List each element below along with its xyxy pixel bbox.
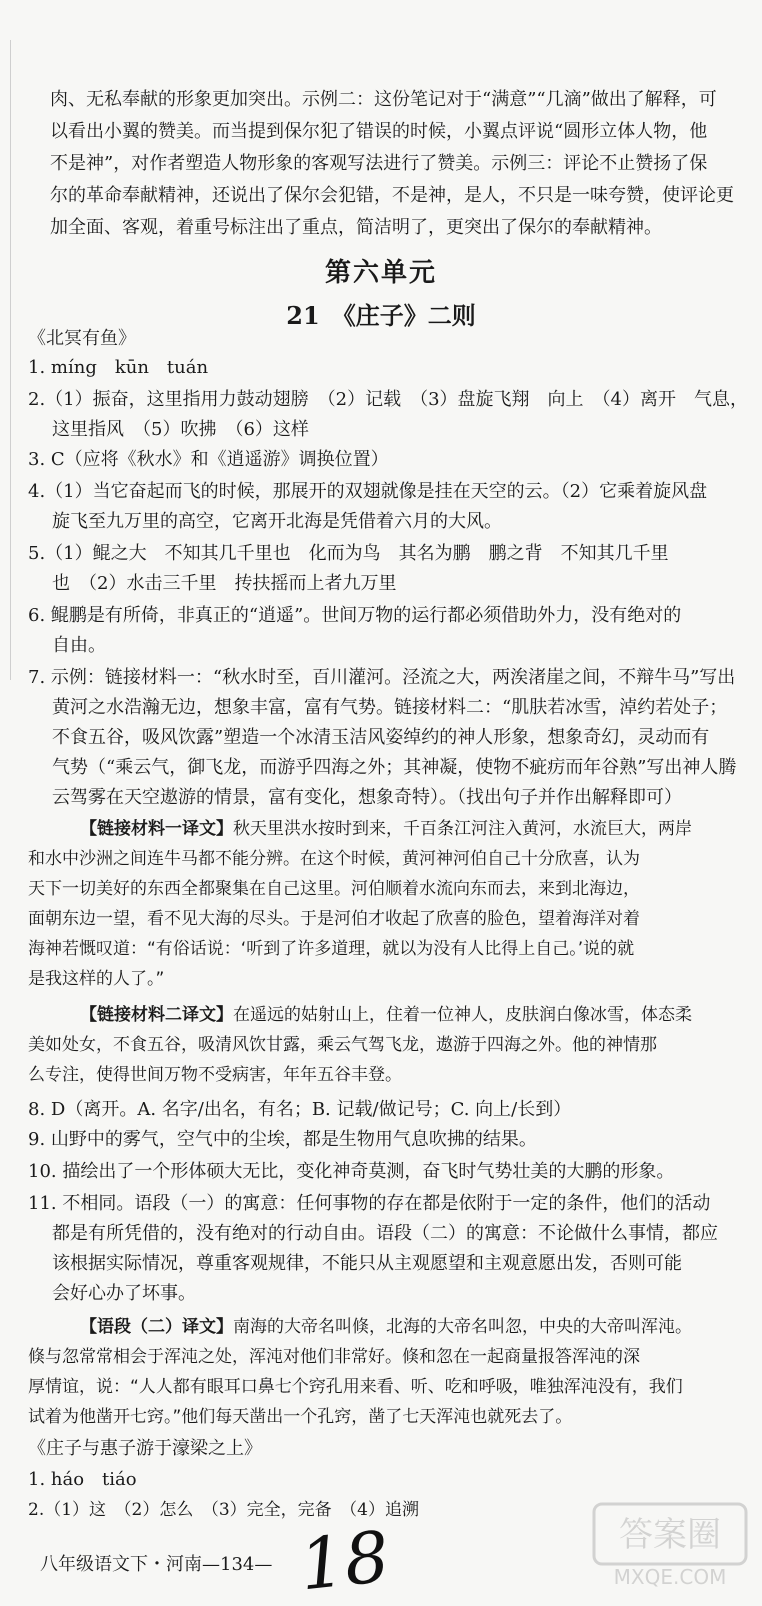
answer-line: 1. háo tiáo bbox=[28, 1469, 137, 1490]
translation-text: 秋天里洪水按时到来，千百条江河注入黄河，水流巨大，两岸 bbox=[233, 819, 692, 839]
svg-text:MXQE.COM: MXQE.COM bbox=[613, 1565, 727, 1589]
handwritten-page-number: 18 bbox=[295, 1515, 394, 1606]
answer-line: 4.（1）当它奋起而飞的时候，那展开的双翅就像是挂在天空的云。（2）它乘着旋风盘 bbox=[28, 481, 708, 502]
answer-line: 自由。 bbox=[52, 635, 106, 656]
translation-line: 面朝东边一望，看不见大海的尽头。于是河伯才收起了欣喜的脸色，望着海洋对着 bbox=[28, 909, 640, 929]
answer-line: 都是有所凭借的，没有绝对的行动自由。语段（二）的寓意：不论做什么事情，都应 bbox=[52, 1223, 718, 1244]
answer-line: 该根据实际情况，尊重客观规律，不能只从主观愿望和主观意愿出发，否则可能 bbox=[52, 1253, 682, 1274]
answer-line: 不食五谷，吸风饮露”塑造一个冰清玉洁风姿绰约的神人形象，想象奇幻，灵动而有 bbox=[52, 727, 710, 748]
translation-line: 天下一切美好的东西全都聚集在自己这里。河伯顺着水流向东而去，来到北海边， bbox=[28, 879, 640, 899]
section-title: 《庄子与惠子游于濠梁之上》 bbox=[28, 1438, 262, 1459]
translation-line: 美如处女，不食五谷，吸清风饮甘露，乘云气驾飞龙，遨游于四海之外。他的神情那 bbox=[28, 1035, 657, 1055]
answer-line: 10. 描绘出了一个形体硕大无比，变化神奇莫测，奋飞时气势壮美的大鹏的形象。 bbox=[28, 1161, 675, 1182]
translation-line: 倏与忽常常相会于浑沌之处，浑沌对他们非常好。倏和忽在一起商量报答浑沌的深 bbox=[28, 1347, 640, 1367]
answer-line: 气势（“乘云气，御飞龙，而游乎四海之外；其神凝，使物不疵疠而年谷熟”写出神人腾 bbox=[52, 757, 737, 778]
translation-text: 南海的大帝名叫倏，北海的大帝名叫忽，中央的大帝叫浑沌。 bbox=[233, 1317, 692, 1337]
translation-label: 【链接材料二译文】 bbox=[80, 1005, 233, 1025]
translation-line: 么专注，使得世间万物不受病害，年年五谷丰登。 bbox=[28, 1065, 402, 1085]
answer-line: 也 （2）水击三千里 抟扶摇而上者九万里 bbox=[52, 573, 397, 594]
translation-line bbox=[52, 1000, 742, 1030]
answer-line: 8. D（离开。A. 名字/出名，有名；B. 记载/做记号；C. 向上/长到） bbox=[28, 1099, 572, 1120]
translation-label: 【语段（二）译文】 bbox=[80, 1317, 233, 1337]
text-line: 不是神”，对作者塑造人物形象的客观写法进行了赞美。示例三：评论不止赞扬了保 bbox=[50, 153, 708, 174]
translation-line bbox=[52, 1312, 742, 1342]
answer-line: 6. 鲲鹏是有所倚，非真正的“逍遥”。世间万物的运行都必须借助外力，没有绝对的 bbox=[28, 605, 682, 626]
answer-line: 这里指风 （5）吹拂 （6）这样 bbox=[52, 419, 309, 440]
text-line: 加全面、客观，着重号标注出了重点，简洁明了，更突出了保尔的奉献精神。 bbox=[50, 217, 662, 238]
answer-line: 1. míng kūn tuán bbox=[28, 357, 209, 378]
answer-line: 3. C（应将《秋水》和《逍遥游》调换位置） bbox=[28, 449, 389, 470]
answer-line: 会好心办了坏事。 bbox=[52, 1283, 196, 1304]
answer-line: 11. 不相同。语段（一）的寓意：任何事物的存在都是依附于一定的条件，他们的活动 bbox=[28, 1193, 711, 1214]
answer-line: 2.（1）这 （2）怎么 （3）完全，完备 （4）追溯 bbox=[28, 1500, 419, 1520]
answer-line: 云驾雾在天空遨游的情景，富有变化，想象奇特）。（找出句子并作出解释即可） bbox=[52, 787, 682, 808]
section-title: 《北冥有鱼》 bbox=[28, 328, 136, 349]
answer-line: 9. 山野中的雾气，空气中的尘埃，都是生物用气息吹拂的结果。 bbox=[28, 1129, 537, 1150]
margin-line bbox=[10, 40, 11, 680]
translation-line: 海神若慨叹道：“有俗话说：‘听到了许多道理，就以为没有人比得上自己。’说的就 bbox=[28, 939, 635, 959]
answer-line: 旋飞至九万里的高空，它离开北海是凭借着六月的大风。 bbox=[52, 511, 502, 532]
lesson-title: 21 《庄子》二则 bbox=[286, 301, 476, 330]
answer-line: 黄河之水浩瀚无边，想象丰富，富有气势。链接材料二：“肌肤若冰雪，淖约若处子； bbox=[52, 697, 728, 718]
translation-line: 厚情谊，说：“人人都有眼耳口鼻七个窍孔用来看、听、吃和呼吸，唯独浑沌没有，我们 bbox=[28, 1377, 683, 1397]
text-line: 尔的革命奉献精神，还说出了保尔会犯错，不是神，是人，不只是一味夸赞，使评论更 bbox=[50, 185, 734, 206]
translation-line: 是我这样的人了。” bbox=[28, 969, 165, 989]
text-line: 肉、无私奉献的形象更加突出。示例二：这份笔记对于“满意”“几滴”做出了解释，可 bbox=[50, 89, 717, 110]
answer-line: 2.（1）振奋，这里指用力鼓动翅膀 （2）记载 （3）盘旋飞翔 向上 （4）离开 气息， bbox=[28, 389, 748, 410]
watermark-logo bbox=[590, 1500, 750, 1590]
page-footer: 八年级语文下・河南—134— bbox=[40, 1554, 273, 1575]
translation-line: 试着为他凿开七窍。”他们每天凿出一个孔窍，凿了七天浑沌也就死去了。 bbox=[28, 1407, 573, 1427]
text-line: 以看出小翼的赞美。而当提到保尔犯了错误的时候，小翼点评说“圆形立体人物，他 bbox=[50, 121, 708, 142]
translation-line: 和水中沙洲之间连牛马都不能分辨。在这个时候，黄河神河伯自己十分欣喜，认为 bbox=[28, 849, 640, 869]
answer-line: 5.（1）鲲之大 不知其几千里也 化而为鸟 其名为鹏 鹏之背 不知其几千里 bbox=[28, 543, 669, 564]
answer-line: 7. 示例：链接材料一：“秋水时至，百川灌河。泾流之大，两涘渚崖之间，不辩牛马”写出 bbox=[28, 667, 736, 688]
translation-text: 在遥远的姑射山上，住着一位神人，皮肤润白像冰雪，体态柔 bbox=[233, 1005, 692, 1025]
unit-title: 第六单元 bbox=[324, 258, 437, 288]
translation-label: 【链接材料一译文】 bbox=[80, 819, 233, 839]
watermark-text: 答案圈 bbox=[619, 1515, 721, 1555]
translation-line bbox=[52, 814, 742, 844]
